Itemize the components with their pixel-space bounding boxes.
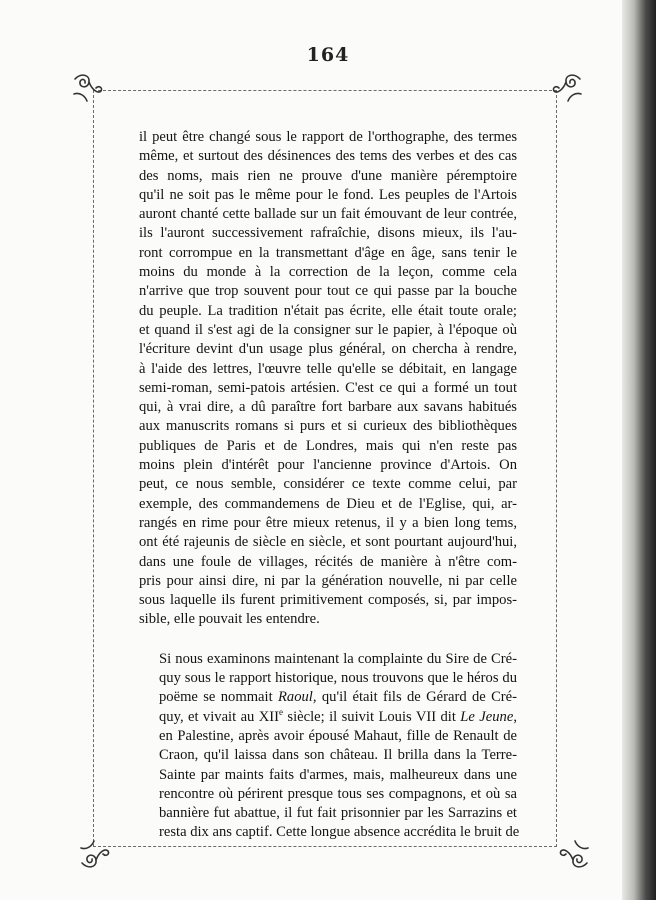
text-line (139, 669, 517, 688)
text-line: qu'il ne soit pas le même pour le fond. Les peuples de l'Artois (139, 186, 517, 203)
text-line: Craon, qu'il laissa dans son château. Il brilla dans la Terre- (159, 747, 517, 764)
text-line: il peut être changé sous le rapport de l'orthographe, des termes (139, 129, 517, 145)
epithet-le-jeune: Le Jeune (460, 708, 514, 725)
page-number: 164 (306, 44, 350, 66)
text-line: ils l'auront successivement rafraîchie, disons mieux, ils l'au- (139, 225, 517, 242)
text-line-part: poëme se nommait (159, 689, 278, 706)
page-binding-shadow (622, 0, 656, 900)
text-line: qui, à vrai dire, a dû paraître fort barbare aux savans habitués (139, 399, 517, 416)
text-line: publiques de Paris et de Londres, mais qui n'en reste pas (139, 437, 517, 454)
text-line-part: siècle; il suivit Louis VII dit (283, 708, 461, 725)
scroll-flourish-icon (558, 838, 592, 872)
text-line: n'arrive que trop souvent pour tout ce qui passe par la bouche (139, 283, 517, 300)
name-raoul: Raoul (277, 689, 313, 706)
text-line (139, 708, 517, 727)
text-line: Si nous examinons maintenant la complainte du Sire de Cré- (159, 650, 517, 667)
text-line-part: , (513, 708, 517, 725)
text-line: bannière fut abattue, il fut fait prisonnier par les Sarrazins et (159, 805, 517, 822)
text-line: même, et surtout des désinences des tems des verbes et des cas (139, 148, 517, 165)
text-line: l'écriture devint d'un usage plus général, on chercha à rendre, (139, 341, 517, 358)
text-line: peut, ce nous semble, considérer ce texte comme celui, par (139, 476, 517, 493)
text-line: auront chanté cette ballade sur un fait émouvant de leur contrée, (139, 206, 517, 223)
text-line: exemple, des commandemens de Dieu et de l'Eglise, qui, ar- (139, 495, 517, 512)
paragraph-2 (139, 650, 520, 843)
text-line: Sainte par maints faits d'armes, mais, malheureux dans une (159, 766, 517, 783)
text-line: dans une foule de villages, récités de manière à n'être com- (139, 553, 517, 570)
paragraph-1 (139, 128, 517, 630)
scroll-flourish-icon (77, 838, 111, 872)
text-line: et quand il s'est agi de la consigner sur le papier, à l'époque où (139, 321, 517, 338)
text-line: pris pour ainsi dire, ni par la génération nouvelle, ni par celle (139, 572, 517, 589)
scroll-flourish-icon (70, 70, 104, 104)
body-text (139, 128, 520, 843)
scroll-flourish-icon (551, 70, 585, 104)
text-line-part: quy, et vivait au XII (159, 708, 280, 725)
text-line: resta dix ans captif. Cette longue absence accrédita le bruit de (159, 824, 520, 841)
text-line: ront corrompue en la transmettant d'âge en âge, sans tenir le (139, 244, 517, 261)
text-line: semi-roman, semi-patois artésien. C'est ce qui a formé un tout (139, 379, 517, 396)
text-line: des noms, mais rien ne prouve d'une manière péremptoire (139, 167, 517, 184)
text-line: du peuple. La tradition n'était pas écrite, elle était toute orale; (139, 302, 517, 319)
superscript: e (279, 706, 284, 717)
text-line: moins plein d'intérêt pour l'ancienne province d'Artois. On (139, 457, 517, 474)
text-line: moins du monde à la correction de la leçon, comme cela (139, 264, 517, 281)
text-line-part: , qu'il était fils de Gérard de Cré- (312, 689, 518, 706)
text-line: à l'aide des lettres, l'œuvre telle qu'elle se débitait, en langage (139, 360, 517, 377)
text-line-part: quy sous le rapport historique, nous trouvons que le héros du (159, 670, 517, 687)
text-line: sous laquelle ils furent primitivement composés, si, par impos- (139, 592, 517, 609)
text-line: rencontre où périrent presque tous ses compagnons, et où sa (159, 785, 517, 802)
text-line: rangés en rime pour être mieux retenus, il y a bien long tems, (139, 514, 517, 531)
text-line (139, 688, 517, 707)
text-line: ont été rajeunis de siècle en siècle, et sont pourtant aujourd'hui, (139, 534, 517, 551)
text-line: en Palestine, après avoir épousé Mahaut, fille de Renault de (159, 727, 517, 744)
text-line: aux manuscrits romans si purs et si curieux des bibliothèques (139, 418, 517, 435)
text-line: sible, elle pouvait les entendre. (139, 611, 320, 628)
